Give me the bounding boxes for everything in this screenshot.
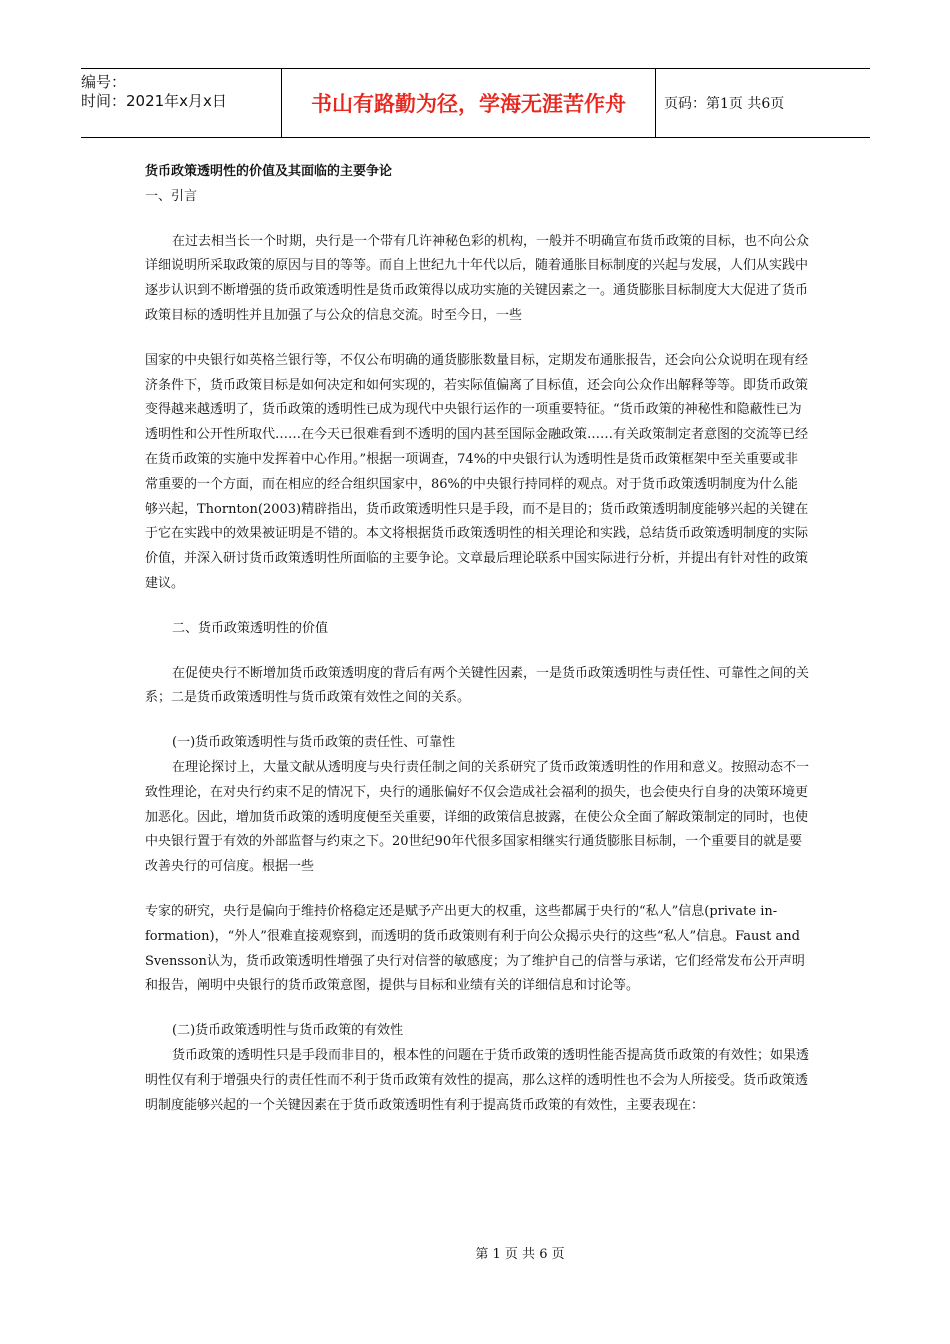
paragraph-3: 在促使央行不断增加货币政策透明度的背后有两个关键性因素，一是货币政策透明性与责任性、可靠性之间的关系；二是货币政策透明性与货币政策有效性之间的关系。	[145, 665, 810, 706]
subsection-heading-1: (一)货币政策透明性与货币政策的责任性、可靠性	[172, 735, 456, 751]
paragraph-2: 国家的中央银行如英格兰银行等，不仅公布明确的通货膨胀数量目标，定期发布通胀报告，还会向公众说明在现有经济条件下，货币政策目标是如何决定和如何实现的，若实际值偏离了目标值，还会向公众作出解释等等。即货币政策变得越来越透明了，货币政策的透明性已成为现代中央银行运作的一项重要特征。“货币政策的神秘性和隐蔽性已为透明性和公开性所取代……在今天已很难看到不透明的国内甚至国际金融政策……有关政策制定者意图的交流等已经在货币政策的实施中发挥着中心作用。”根据一项调查，74%的中央银行认为透明性是货币政策框架中至关重要或非常重要的一个方面，而在相应的经合组织国家中，86%的中央银行持同样的观点。对于货币政策透明制度为什么能够兴起，Thornton(2003)精辟指出，货币政策透明性只是手段，而不是目的；货币政策透明制度能够兴起的关键在于它在实践中的效果被证明是不错的。本文将根据货币政策透明性的相关理论和实践，总结货币政策透明制度的实际价值，并深入研讨货币政策透明性所面临的主要争论。文章最后理论联系中国实际进行分析，并提出有针对性的政策建议。	[145, 352, 809, 591]
header-page-info: 页码：第1页 共6页	[664, 96, 785, 112]
header-meta-cell	[81, 69, 282, 137]
paragraph-4: 在理论探讨上，大量文献从透明度与央行责任制之间的关系研究了货币政策透明性的作用和意义。按照动态不一致性理论，在对央行约束不足的情况下，央行的通胀偏好不仅会造成社会福利的损失，也会使央行自身的决策环境更加恶化。因此，增加货币政策的透明度便至关重要，详细的政策信息披露，在使公众全面了解政策制定的同时，也使中央银行置于有效的外部监督与约束之下。20世纪90年代很多国家相继实行通货膨胀目标制，一个重要目的就是要改善央行的可信度。根据一些	[145, 759, 810, 875]
section-heading-intro: 一、引言	[145, 188, 198, 204]
header-table	[81, 68, 870, 138]
time-label: 时间：2021年x月x日	[81, 92, 227, 110]
paragraph-6: 货币政策的透明性只是手段而非目的，根本性的问题在于货币政策的透明性能否提高货币政策的有效性；如果透明性仅有利于增强央行的责任性而不利于货币政策有效性的提高，那么这样的透明性也不会为人所接受。货币政策透明制度能够兴起的一个关键因素在于货币政策透明性有利于提高货币政策的有效性，主要表现在：	[145, 1047, 810, 1113]
subsection-heading-2: (二)货币政策透明性与货币政策的有效性	[172, 1023, 404, 1039]
page-footer: 第 1 页 共 6 页	[475, 1247, 565, 1262]
number-label: 编号：	[81, 73, 127, 91]
paragraph-1: 在过去相当长一个时期，央行是一个带有几许神秘色彩的机构，一般并不明确宣布货币政策的目标，也不向公众详细说明所采取政策的原因与目的等等。而自上世纪九十年代以后，随着通胀目标制度的兴起与发展，人们从实践中逐步认识到不断增强的货币政策透明性是货币政策得以成功实施的关键因素之一。通货膨胀目标制度大大促进了货币政策目标的透明性并且加强了与公众的信息交流。时至今日，一些	[145, 233, 810, 323]
document-title: 货币政策透明性的价值及其面临的主要争论	[145, 164, 393, 179]
paragraph-5: 专家的研究，央行是偏向于维持价格稳定还是赋予产出更大的权重，这些都属于央行的“私人”信息(private in-formation)，“外人”很难直接观察到，而透明的货币政策则有利于向公众揭示央行的这些“私人”信息。Faust and Svensson认为，货币政策透明性增强了央行对信誉的敏感度；为了维护自己的信誉与承诺，它们经常发布公开声明和报告，阐明中央银行的货币政策意图，提供与目标和业绩有关的详细信息和讨论等。	[145, 903, 805, 994]
document-body	[145, 160, 810, 1118]
header-motto: 书山有路勤为径，学海无涯苦作舟	[282, 69, 656, 137]
section-heading-value: 二、货币政策透明性的价值	[172, 620, 329, 636]
